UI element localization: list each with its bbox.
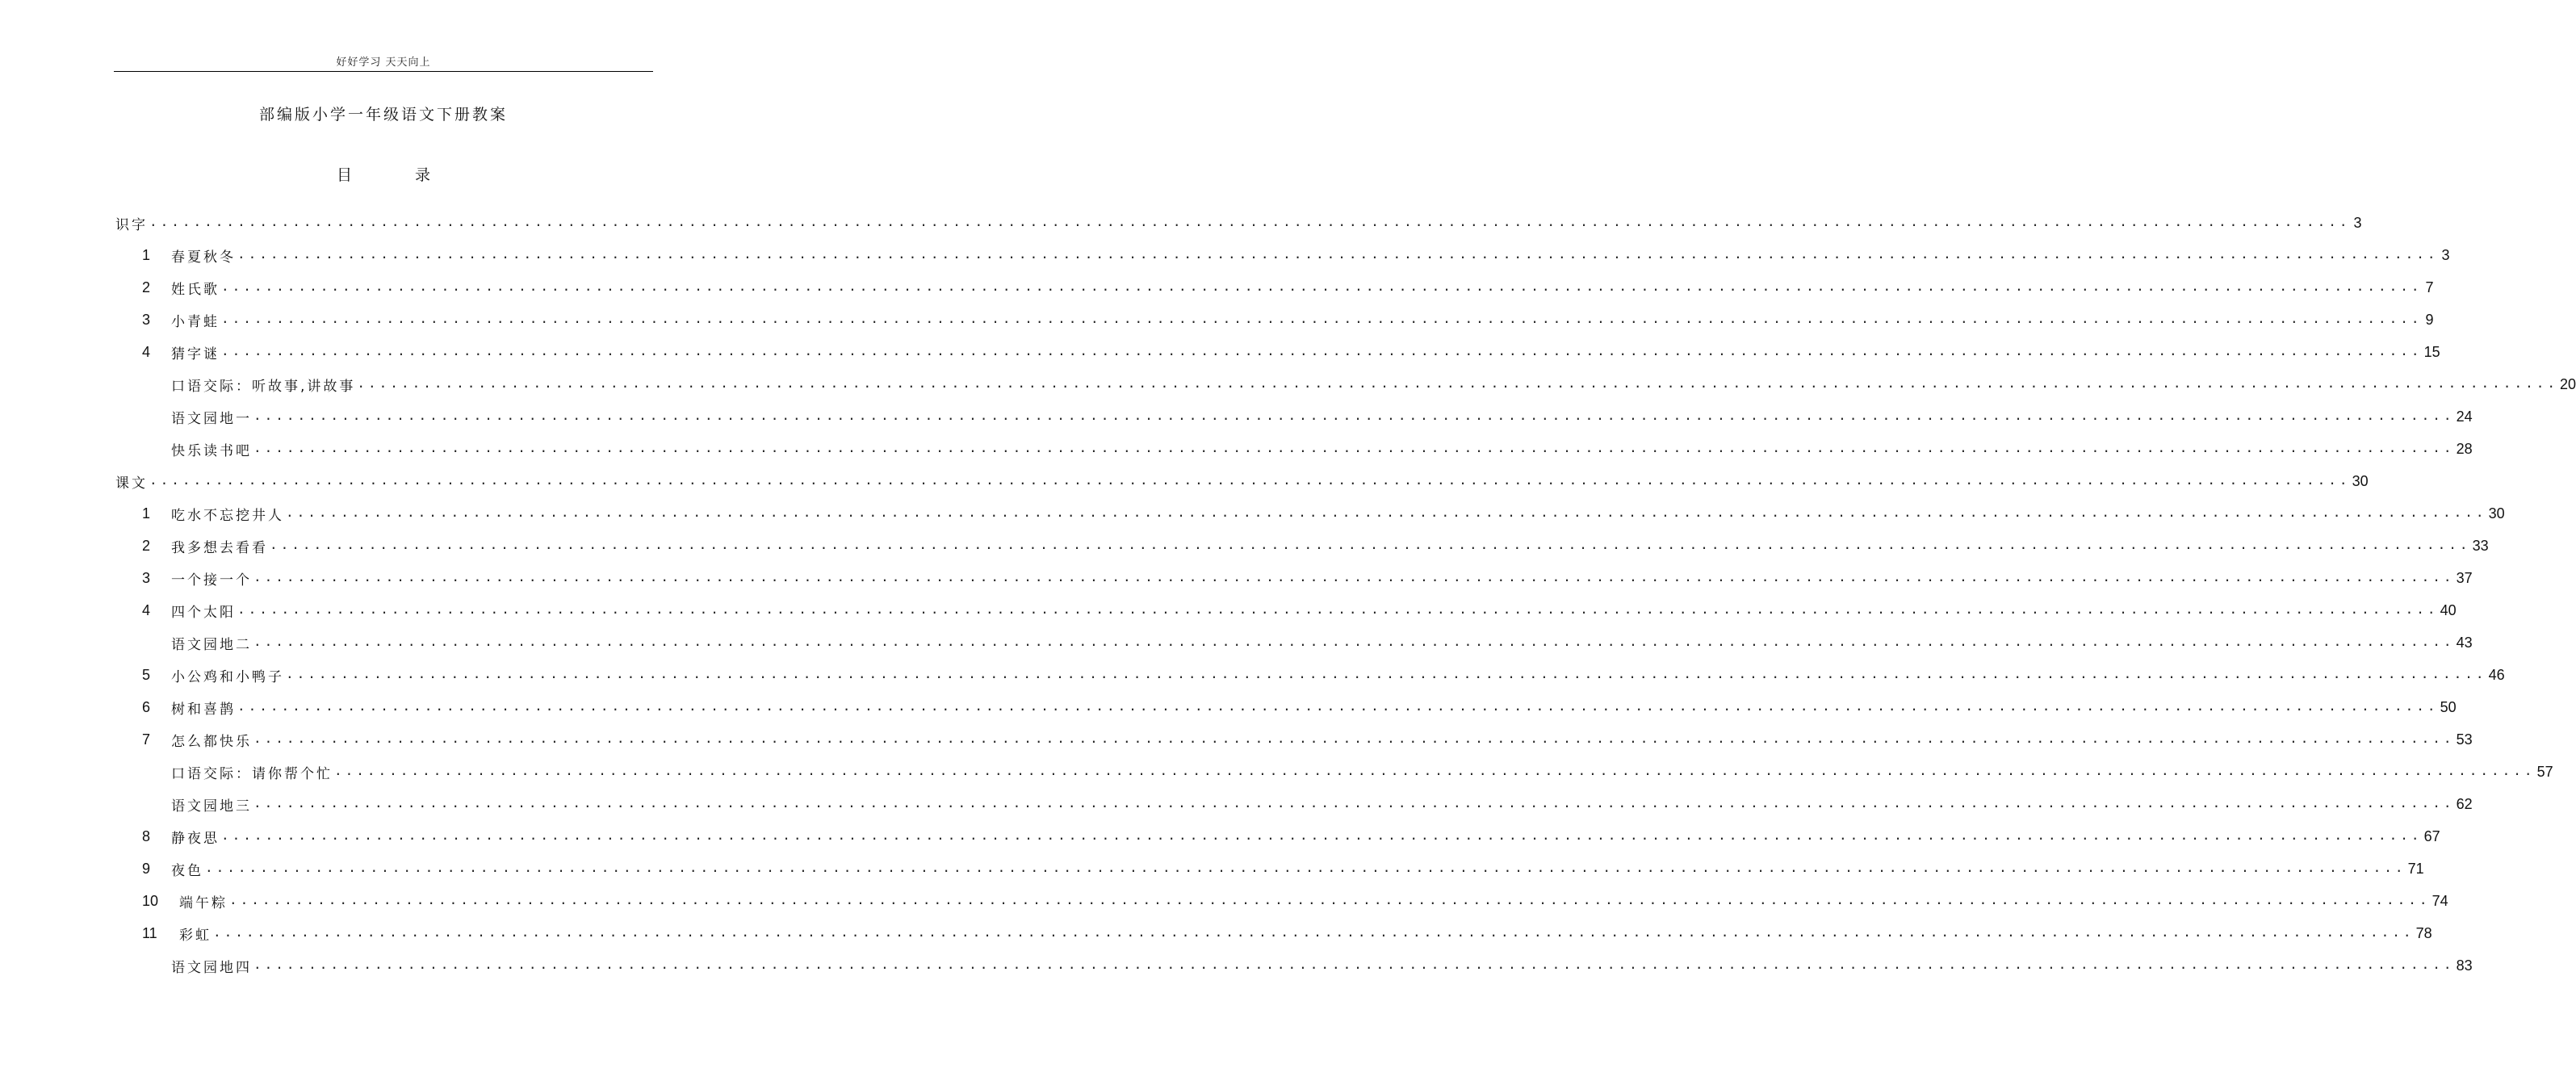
- toc-entry-page: 67: [2423, 827, 2440, 844]
- toc-entry-label: 口语交际：请你帮个忙: [171, 765, 333, 782]
- toc-entry-page: 50: [2440, 698, 2457, 715]
- toc-entry-label: 语文园地二: [171, 636, 252, 653]
- toc-entry-label: 语文园地三: [171, 798, 252, 815]
- toc-entry-page: 46: [2488, 666, 2505, 683]
- toc-entry-label: 猜字谜: [171, 346, 220, 362]
- toc-entry-page: 74: [2431, 892, 2448, 909]
- toc-entry-page: 28: [2456, 440, 2473, 457]
- toc-entry[interactable]: [115, 885, 2448, 917]
- toc-leader-dots: ........................................................................................................................................................................................................: [229, 891, 2431, 907]
- toc-entry-page: 53: [2456, 731, 2473, 748]
- toc-entry-page: 3: [2353, 214, 2362, 231]
- toc-entry[interactable]: [115, 368, 2576, 400]
- toc-entry-page: 43: [2456, 634, 2473, 651]
- toc-heading: 目 录: [336, 166, 460, 184]
- toc-entry-page: 78: [2415, 924, 2432, 941]
- toc-leader-dots: ........................................................................................................................................................................................................: [253, 568, 2455, 584]
- toc-entry[interactable]: [115, 465, 2369, 497]
- toc-leader-dots: ........................................................................................................................................................................................................: [213, 924, 2415, 940]
- toc-entry[interactable]: [115, 852, 2424, 885]
- toc-entry-number: 8: [142, 827, 151, 844]
- toc-leader-dots: ........................................................................................................................................................................................................: [149, 471, 2351, 488]
- toc-entry[interactable]: [115, 788, 2473, 820]
- toc-entry[interactable]: [115, 433, 2473, 465]
- toc-entry[interactable]: [115, 723, 2473, 756]
- toc-entry-number: 4: [142, 601, 151, 618]
- toc-leader-dots: ........................................................................................................................................................................................................: [253, 730, 2455, 746]
- toc-entry[interactable]: [115, 949, 2473, 982]
- header-rule: [114, 71, 653, 72]
- toc-entry-label: 我多想去看看: [171, 539, 268, 556]
- toc-leader-dots: ........................................................................................................................................................................................................: [334, 762, 2536, 778]
- toc-entry-label: 夜色: [171, 862, 203, 879]
- toc-entry-page: 30: [2488, 505, 2505, 522]
- toc-entry[interactable]: [115, 691, 2457, 723]
- toc-entry[interactable]: [115, 304, 2434, 336]
- toc-entry-number: 1: [142, 246, 151, 263]
- toc-entry-label: 春夏秋冬: [171, 249, 236, 266]
- toc-entry-label: 树和喜鹊: [171, 701, 236, 718]
- toc-entry-label: 四个太阳: [171, 604, 236, 621]
- toc-entry-number: 3: [142, 569, 151, 586]
- toc-entry-page: 3: [2441, 246, 2450, 263]
- toc-entry-number: 1: [142, 505, 151, 522]
- toc-leader-dots: ........................................................................................................................................................................................................: [253, 407, 2455, 423]
- toc-entry[interactable]: [115, 336, 2440, 368]
- toc-entry-page: 83: [2456, 957, 2473, 974]
- toc-entry[interactable]: [115, 626, 2473, 659]
- table-of-contents: [115, 207, 2576, 982]
- toc-entry-label: 一个接一个: [171, 572, 252, 589]
- toc-leader-dots: ........................................................................................................................................................................................................: [253, 439, 2455, 455]
- toc-entry-number: 7: [142, 731, 151, 748]
- document-title: 部编版小学一年级语文下册教案: [258, 106, 508, 124]
- toc-entry[interactable]: [115, 497, 2505, 530]
- toc-entry-label: 识字: [115, 216, 148, 233]
- toc-entry-number: 2: [142, 537, 151, 554]
- toc-entry-number: 5: [142, 666, 151, 683]
- toc-entry-page: 15: [2423, 343, 2440, 360]
- toc-entry[interactable]: [115, 917, 2432, 949]
- toc-leader-dots: ........................................................................................................................................................................................................: [205, 859, 2406, 875]
- toc-entry[interactable]: [115, 400, 2473, 433]
- toc-entry-page: 24: [2456, 408, 2473, 425]
- toc-entry-number: 11: [142, 924, 157, 941]
- toc-entry-number: 6: [142, 698, 151, 715]
- toc-entry-page: 40: [2440, 601, 2457, 618]
- toc-entry[interactable]: [115, 562, 2473, 594]
- toc-leader-dots: ........................................................................................................................................................................................................: [286, 504, 2487, 520]
- toc-entry[interactable]: [115, 207, 2362, 239]
- toc-entry[interactable]: [115, 530, 2489, 562]
- toc-leader-dots: ........................................................................................................................................................................................................: [221, 278, 2423, 294]
- toc-entry-page: 20: [2559, 375, 2576, 392]
- toc-entry-label: 吃水不忘挖井人: [171, 507, 284, 524]
- toc-leader-dots: ........................................................................................................................................................................................................: [221, 827, 2423, 843]
- toc-entry-label: 小青蛙: [171, 313, 220, 330]
- toc-entry-page: 62: [2456, 795, 2473, 812]
- toc-entry-label: 小公鸡和小鸭子: [171, 668, 284, 685]
- toc-entry-page: 7: [2425, 279, 2434, 295]
- toc-leader-dots: ........................................................................................................................................................................................................: [253, 794, 2455, 811]
- toc-entry-label: 姓氏歌: [171, 281, 220, 298]
- toc-leader-dots: ........................................................................................................................................................................................................: [270, 536, 2471, 552]
- toc-entry[interactable]: [115, 820, 2440, 852]
- toc-entry-page: 33: [2472, 537, 2489, 554]
- toc-entry-page: 30: [2352, 472, 2369, 489]
- toc-entry[interactable]: [115, 239, 2450, 271]
- toc-entry-number: 3: [142, 311, 151, 328]
- toc-leader-dots: ........................................................................................................................................................................................................: [253, 956, 2455, 972]
- toc-entry-number: 9: [142, 860, 151, 877]
- toc-entry-page: 9: [2425, 311, 2434, 328]
- toc-entry-page: 37: [2456, 569, 2473, 586]
- toc-entry[interactable]: [115, 659, 2505, 691]
- toc-entry-number: 2: [142, 279, 151, 295]
- toc-entry-label: 语文园地一: [171, 410, 252, 427]
- toc-entry[interactable]: [115, 594, 2457, 626]
- toc-leader-dots: ........................................................................................................................................................................................................: [253, 633, 2455, 649]
- toc-leader-dots: ........................................................................................................................................................................................................: [237, 601, 2439, 617]
- toc-entry-label: 怎么都快乐: [171, 733, 252, 750]
- toc-leader-dots: ........................................................................................................................................................................................................: [221, 342, 2423, 358]
- toc-leader-dots: ........................................................................................................................................................................................................: [357, 375, 2558, 391]
- toc-entry-number: 4: [142, 343, 151, 360]
- toc-entry-page: 71: [2407, 860, 2424, 877]
- toc-entry-label: 端午粽: [179, 894, 228, 911]
- toc-leader-dots: ........................................................................................................................................................................................................: [237, 245, 2439, 262]
- toc-entry-label: 彩虹: [179, 927, 212, 944]
- toc-leader-dots: ........................................................................................................................................................................................................: [221, 310, 2423, 326]
- toc-entry-label: 语文园地四: [171, 959, 252, 976]
- toc-entry-page: 57: [2536, 763, 2553, 780]
- toc-leader-dots: ........................................................................................................................................................................................................: [286, 665, 2487, 681]
- toc-entry-label: 课文: [115, 475, 148, 492]
- toc-leader-dots: ........................................................................................................................................................................................................: [149, 213, 2351, 229]
- toc-leader-dots: ........................................................................................................................................................................................................: [237, 698, 2439, 714]
- page-header: 好好学习 天天向上: [336, 57, 431, 69]
- toc-entry-label: 快乐读书吧: [171, 442, 252, 459]
- toc-entry-label: 口语交际：听故事,讲故事: [171, 378, 356, 395]
- toc-entry[interactable]: [115, 271, 2434, 304]
- toc-entry-number: 10: [142, 892, 159, 909]
- toc-entry-label: 静夜思: [171, 830, 220, 847]
- toc-entry[interactable]: [115, 756, 2553, 788]
